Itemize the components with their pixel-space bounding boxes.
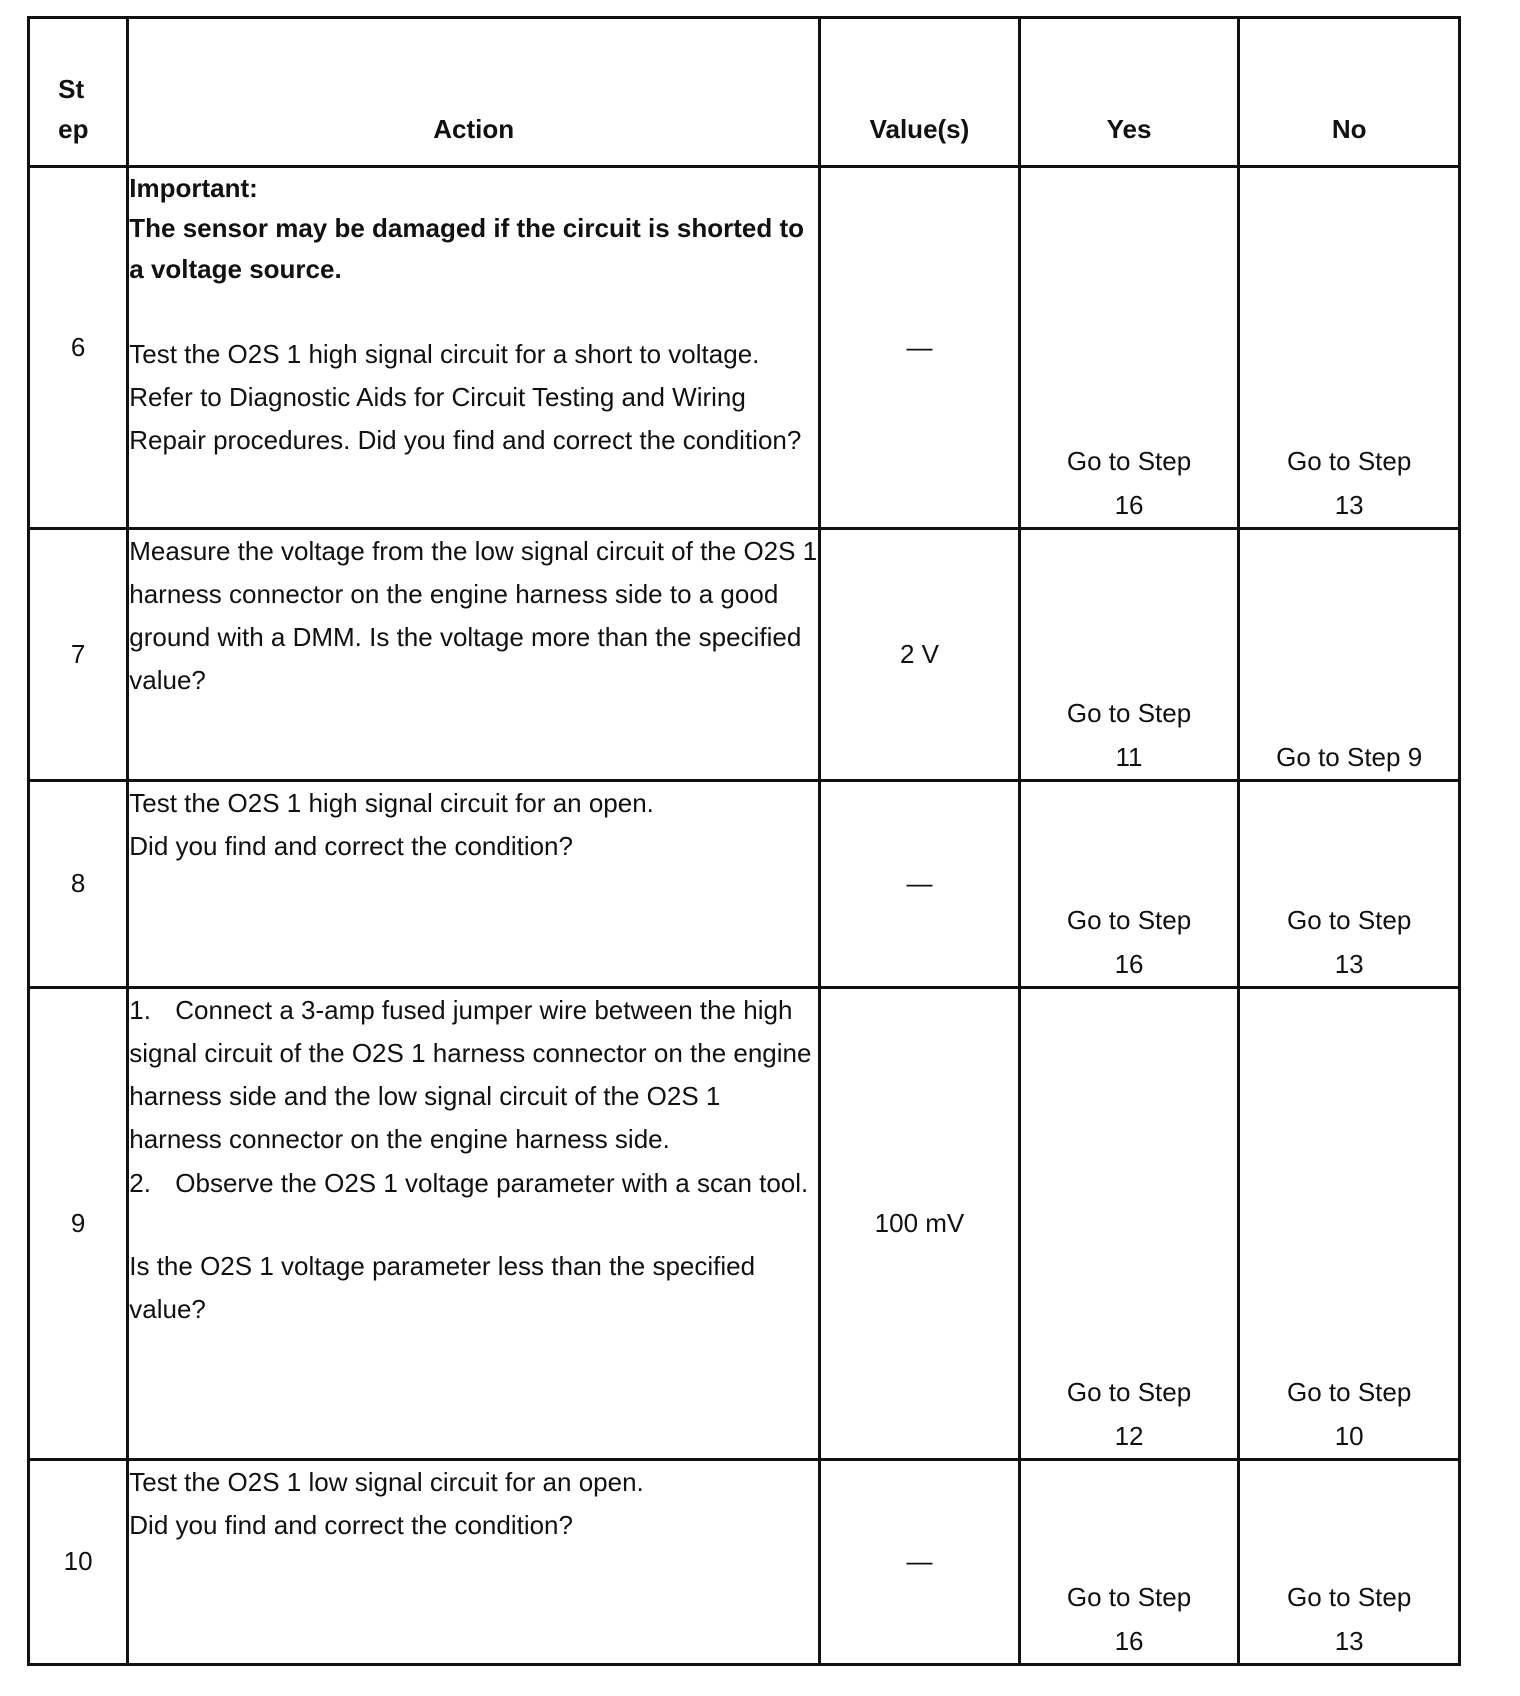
table-row xyxy=(29,167,1460,529)
diagnostic-table xyxy=(27,16,1461,1666)
action-item-2 xyxy=(129,1162,818,1205)
header-yes: Yes xyxy=(1019,18,1239,167)
important-text: The sensor may be damaged if the circuit is shorted to a voltage source. xyxy=(129,213,804,284)
header-action: Action xyxy=(128,18,820,167)
no-outcome-step: 10 xyxy=(1334,1420,1364,1451)
action-cell xyxy=(128,529,820,781)
table-row xyxy=(29,1460,1460,1665)
no-cell xyxy=(1239,988,1460,1460)
action-cell xyxy=(128,781,820,988)
yes-cell xyxy=(1019,781,1239,988)
no-outcome-step: 13 xyxy=(1334,1625,1364,1656)
no-cell xyxy=(1239,529,1460,781)
no-outcome-step: 13 xyxy=(1334,489,1364,520)
action-item-2-text: Observe the O2S 1 voltage parameter with a scan tool. xyxy=(175,1167,809,1198)
header-no: No xyxy=(1239,18,1460,167)
action-text-line2: Did you find and correct the condition? xyxy=(129,1510,573,1541)
step-number: 7 xyxy=(29,529,128,781)
no-outcome-step: 13 xyxy=(1334,948,1364,979)
action-text: Test the O2S 1 high signal circuit for a short to voltage. Refer to Diagnostic Aids for Circuit Testing and Wiring Repair procedures. Did you find and correct the condition? xyxy=(129,338,802,456)
step-number: 10 xyxy=(29,1460,128,1665)
action-text-line2: Did you find and correct the condition? xyxy=(129,831,573,862)
yes-outcome-label: Go to Step xyxy=(1066,904,1192,935)
action-text: Measure the voltage from the low signal circuit of the O2S 1 harness connector on the engine harness side to a good ground with a DMM. Is the voltage more than the specified value? xyxy=(129,536,818,696)
action-item-1 xyxy=(129,989,818,1162)
header-step xyxy=(29,18,128,167)
header-step-label: Step xyxy=(58,74,89,145)
step-number: 9 xyxy=(29,988,128,1460)
yes-outcome-label: Go to Step xyxy=(1066,697,1192,728)
yes-outcome-label: Go to Step xyxy=(1066,1581,1192,1612)
value-cell: — xyxy=(820,781,1020,988)
header-values: Value(s) xyxy=(820,18,1020,167)
yes-outcome-step: 12 xyxy=(1114,1420,1144,1451)
action-cell xyxy=(128,988,820,1460)
yes-outcome-step: 11 xyxy=(1115,741,1143,772)
important-label: Important: xyxy=(129,173,258,203)
table-row xyxy=(29,781,1460,988)
no-outcome-label: Go to Step xyxy=(1287,904,1412,935)
yes-outcome-step: 16 xyxy=(1114,1625,1144,1656)
no-outcome-label: Go to Step 9 xyxy=(1276,741,1423,772)
value-cell: 100 mV xyxy=(820,988,1020,1460)
value-cell: — xyxy=(820,167,1020,529)
header-row xyxy=(29,18,1460,167)
yes-outcome-step: 16 xyxy=(1114,948,1144,979)
yes-outcome-label: Go to Step xyxy=(1066,1376,1192,1407)
table-row xyxy=(29,529,1460,781)
no-cell xyxy=(1239,1460,1460,1665)
spacer xyxy=(129,1205,818,1245)
no-outcome-label: Go to Step xyxy=(1287,1376,1412,1407)
action-text-line1: Test the O2S 1 high signal circuit for an open. xyxy=(129,788,654,818)
no-outcome-label: Go to Step xyxy=(1287,1581,1412,1612)
yes-cell xyxy=(1019,529,1239,781)
yes-outcome-label: Go to Step xyxy=(1066,445,1192,476)
step-number: 8 xyxy=(29,781,128,988)
action-text-line1: Test the O2S 1 low signal circuit for an open. xyxy=(129,1467,644,1497)
action-cell xyxy=(128,1460,820,1665)
yes-cell xyxy=(1019,1460,1239,1665)
no-cell xyxy=(1239,781,1460,988)
table-row xyxy=(29,988,1460,1460)
step-number: 6 xyxy=(29,167,128,529)
yes-cell xyxy=(1019,988,1239,1460)
action-item-1-number: 1. xyxy=(129,995,151,1025)
no-cell xyxy=(1239,167,1460,529)
value-cell: — xyxy=(820,1460,1020,1665)
action-question: Is the O2S 1 voltage parameter less than the specified value? xyxy=(129,1250,756,1324)
action-cell xyxy=(128,167,820,529)
value-cell: 2 V xyxy=(820,529,1020,781)
yes-outcome-step: 16 xyxy=(1114,489,1144,520)
yes-cell xyxy=(1019,167,1239,529)
action-item-1-text: Connect a 3-amp fused jumper wire between the high signal circuit of the O2S 1 harness connector on the engine harness side and the low signal circuit of the O2S 1 harness connector on the engine harness side. xyxy=(129,995,812,1155)
no-outcome-label: Go to Step xyxy=(1287,445,1412,476)
action-item-2-number: 2. xyxy=(129,1167,151,1198)
